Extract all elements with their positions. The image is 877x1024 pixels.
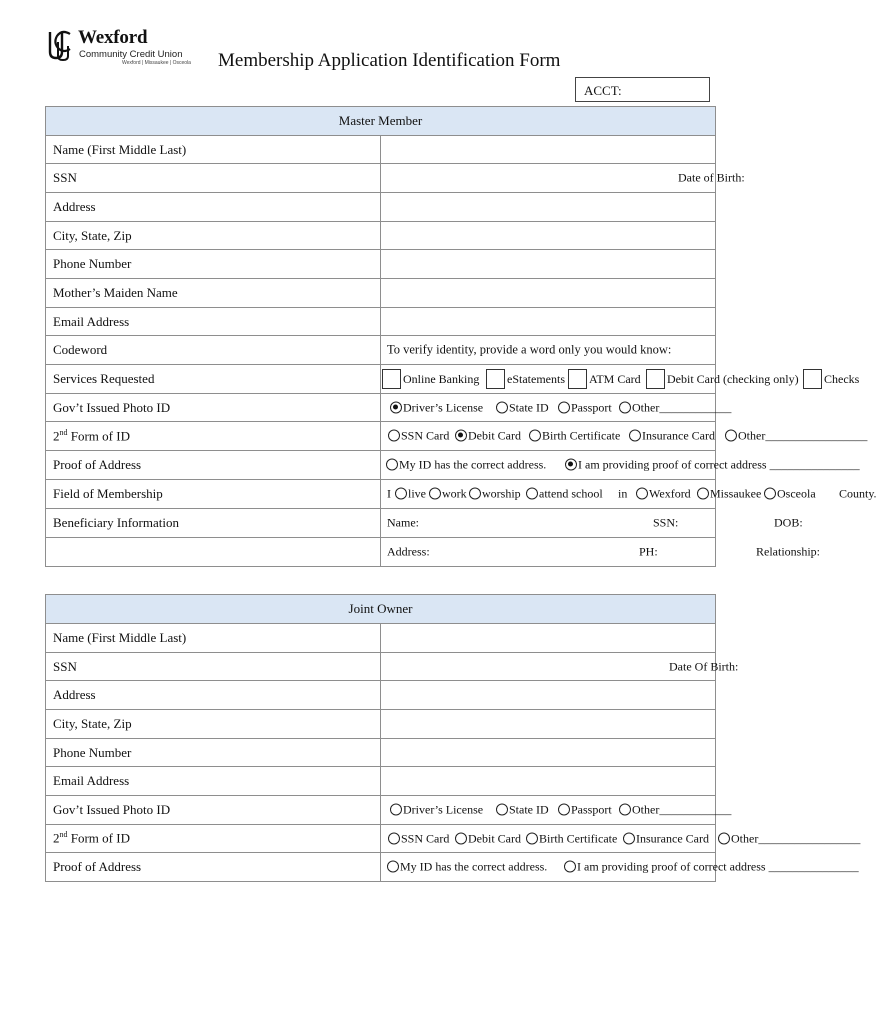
ben-dob-label: DOB: [774, 515, 803, 530]
ben-relationship-label: Relationship: [756, 544, 820, 559]
field-prefix: I [387, 486, 391, 501]
joint-ssn-field[interactable] [381, 653, 739, 681]
joint-second-id-insurance-card[interactable]: Insurance Card [623, 831, 709, 846]
checkbox-icon[interactable] [568, 369, 587, 389]
master-codeword-field[interactable] [381, 336, 716, 365]
field-options [381, 480, 877, 509]
radio-icon[interactable] [429, 488, 441, 500]
master-address-label: Address [46, 193, 381, 222]
service-atm-card[interactable]: ATM Card [568, 369, 641, 389]
master-name-field[interactable] [381, 136, 716, 164]
master-city-field[interactable] [381, 222, 716, 250]
master-email-field[interactable] [381, 308, 716, 336]
master-proof-label: Proof of Address [46, 451, 381, 480]
master-photo-id-label: Gov’t Issued Photo ID [46, 394, 381, 422]
beneficiary-blank-label [46, 538, 381, 567]
joint-photo-id-state-id[interactable]: State ID [496, 803, 549, 818]
master-services-label: Services Requested [46, 365, 381, 394]
services-options [381, 365, 860, 394]
joint-photo-id-other[interactable]: Other____________ [619, 803, 731, 818]
radio-selected-icon[interactable] [565, 459, 577, 471]
master-beneficiary-label: Beneficiary Information [46, 509, 381, 538]
joint-phone-field[interactable] [381, 739, 716, 767]
joint-second-id-birth-certificate[interactable]: Birth Certificate [526, 831, 617, 846]
master-name-label: Name (First Middle Last) [46, 136, 381, 164]
beneficiary-row-2[interactable] [381, 538, 820, 567]
radio-icon[interactable] [697, 488, 709, 500]
joint-photo-id-drivers-license[interactable]: Driver’s License [390, 803, 483, 818]
ben-ssn-label: SSN: [653, 515, 679, 530]
joint-city-field[interactable] [381, 710, 716, 739]
radio-icon[interactable] [455, 832, 467, 844]
joint-second-id-label: 2nd Form of ID [46, 825, 381, 853]
field-in: in [618, 486, 628, 501]
radio-icon[interactable] [526, 488, 538, 500]
logo-name: Wexford [78, 27, 148, 48]
joint-proof-id-correct[interactable]: My ID has the correct address. [387, 860, 547, 875]
joint-name-field[interactable] [381, 624, 716, 653]
county-missaukee[interactable]: Missaukee [697, 487, 761, 502]
second-id-insurance-card[interactable]: Insurance Card [629, 429, 715, 444]
master-ssn-field[interactable] [381, 164, 745, 193]
radio-icon[interactable] [558, 804, 570, 816]
joint-address-field[interactable] [381, 681, 716, 710]
radio-icon[interactable] [564, 861, 576, 873]
joint-dob-label: Date Of Birth: [669, 659, 739, 673]
second-id-debit-card[interactable]: Debit Card [455, 429, 521, 444]
logo-subtitle: Community Credit Union [79, 49, 183, 60]
radio-icon[interactable] [496, 804, 508, 816]
form-title: Membership Application Identification Form [218, 50, 561, 71]
ben-name-label: Name: [387, 515, 419, 530]
radio-icon[interactable] [623, 832, 635, 844]
checkbox-icon[interactable] [382, 369, 401, 389]
radio-icon[interactable] [636, 488, 648, 500]
joint-email-field[interactable] [381, 767, 716, 796]
joint-proof-providing[interactable]: I am providing proof of correct address _______________ [564, 860, 859, 875]
master-ssn-label: SSN [46, 164, 381, 193]
joint-name-label: Name (First Middle Last) [46, 624, 381, 653]
checkbox-icon[interactable] [486, 369, 505, 389]
photo-id-state-id[interactable]: State ID [496, 400, 549, 415]
service-estatements[interactable]: eStatements [486, 369, 565, 389]
acct-label: ACCT: [584, 83, 622, 98]
joint-second-id-options [381, 825, 861, 853]
joint-phone-label: Phone Number [46, 739, 381, 767]
service-debit-card[interactable]: Debit Card (checking only) [646, 369, 799, 389]
master-codeword-label: Codeword [46, 336, 381, 365]
wccu-monogram-icon [44, 28, 76, 62]
checkbox-icon[interactable] [646, 369, 665, 389]
radio-icon[interactable] [496, 401, 508, 413]
joint-proof-label: Proof of Address [46, 853, 381, 882]
master-second-id-label: 2nd Form of ID [46, 422, 381, 451]
radio-icon[interactable] [619, 401, 631, 413]
joint-address-label: Address [46, 681, 381, 710]
field-worship[interactable]: worship [469, 487, 521, 502]
ben-ph-label: PH: [639, 544, 658, 559]
radio-icon[interactable] [469, 488, 481, 500]
joint-second-id-debit-card[interactable]: Debit Card [455, 831, 521, 846]
service-online-banking[interactable]: Online Banking [382, 369, 479, 389]
master-email-label: Email Address [46, 308, 381, 336]
radio-icon[interactable] [390, 804, 402, 816]
acct-field[interactable] [575, 77, 710, 102]
county-wexford[interactable]: Wexford [636, 487, 691, 502]
master-member-table [45, 106, 877, 567]
joint-photo-id-options [381, 796, 732, 825]
master-field-label: Field of Membership [46, 480, 381, 509]
master-dob-label: Date of Birth: [678, 170, 745, 185]
field-live[interactable]: live [395, 487, 426, 502]
radio-icon[interactable] [619, 804, 631, 816]
radio-icon[interactable] [718, 832, 730, 844]
checkbox-icon[interactable] [803, 369, 822, 389]
proof-options [381, 451, 860, 480]
radio-icon[interactable] [629, 430, 641, 442]
radio-icon[interactable] [387, 861, 399, 873]
radio-icon[interactable] [386, 459, 398, 471]
master-maiden-label: Mother’s Maiden Name [46, 279, 381, 308]
ben-address-label: Address: [387, 544, 430, 559]
master-city-label: City, State, Zip [46, 222, 381, 250]
radio-icon[interactable] [529, 430, 541, 442]
second-id-other[interactable]: Other_________________ [725, 429, 867, 444]
credit-union-logo [44, 26, 204, 70]
joint-ssn-label: SSN [46, 653, 381, 681]
logo-tagline: Wexford | Missaukee | Osceola [122, 60, 191, 66]
joint-photo-id-passport[interactable]: Passport [558, 803, 612, 818]
field-work[interactable]: work [429, 487, 467, 502]
radio-icon[interactable] [388, 430, 400, 442]
photo-id-other[interactable]: Other____________ [619, 400, 731, 415]
second-id-birth-certificate[interactable]: Birth Certificate [529, 429, 620, 444]
proof-providing[interactable]: I am providing proof of correct address _______________ [565, 458, 860, 473]
photo-id-options [381, 394, 732, 422]
second-id-options [381, 422, 868, 451]
radio-icon[interactable] [526, 832, 538, 844]
radio-icon[interactable] [395, 488, 407, 500]
field-attend-school[interactable]: attend school [526, 487, 603, 502]
master-member-heading: Master Member [46, 107, 716, 136]
radio-icon[interactable] [725, 430, 737, 442]
joint-owner-heading: Joint Owner [46, 595, 716, 624]
master-address-field[interactable] [381, 193, 716, 222]
joint-second-id-ssn-card[interactable]: SSN Card [388, 831, 449, 846]
joint-owner-table [45, 594, 861, 882]
beneficiary-row-1[interactable] [381, 509, 803, 538]
joint-second-id-other[interactable]: Other_________________ [718, 831, 860, 846]
master-phone-label: Phone Number [46, 250, 381, 279]
second-id-ssn-card[interactable]: SSN Card [388, 429, 449, 444]
radio-icon[interactable] [764, 488, 776, 500]
radio-selected-icon[interactable] [455, 430, 467, 442]
master-maiden-field[interactable] [381, 279, 716, 308]
radio-icon[interactable] [558, 401, 570, 413]
photo-id-passport[interactable]: Passport [558, 400, 612, 415]
service-checks[interactable]: Checks [803, 369, 859, 389]
joint-photo-id-label: Gov’t Issued Photo ID [46, 796, 381, 825]
joint-proof-options [381, 853, 859, 882]
county-suffix: County. [839, 486, 877, 501]
codeword-hint: To verify identity, provide a word only you would know: [387, 342, 672, 357]
radio-selected-icon[interactable] [390, 401, 402, 413]
joint-email-label: Email Address [46, 767, 381, 796]
master-phone-field[interactable] [381, 250, 716, 279]
joint-city-label: City, State, Zip [46, 710, 381, 739]
radio-icon[interactable] [388, 832, 400, 844]
county-osceola[interactable]: Osceola [764, 487, 816, 502]
proof-id-correct[interactable]: My ID has the correct address. [386, 458, 546, 473]
photo-id-drivers-license[interactable]: Driver’s License [390, 400, 483, 415]
